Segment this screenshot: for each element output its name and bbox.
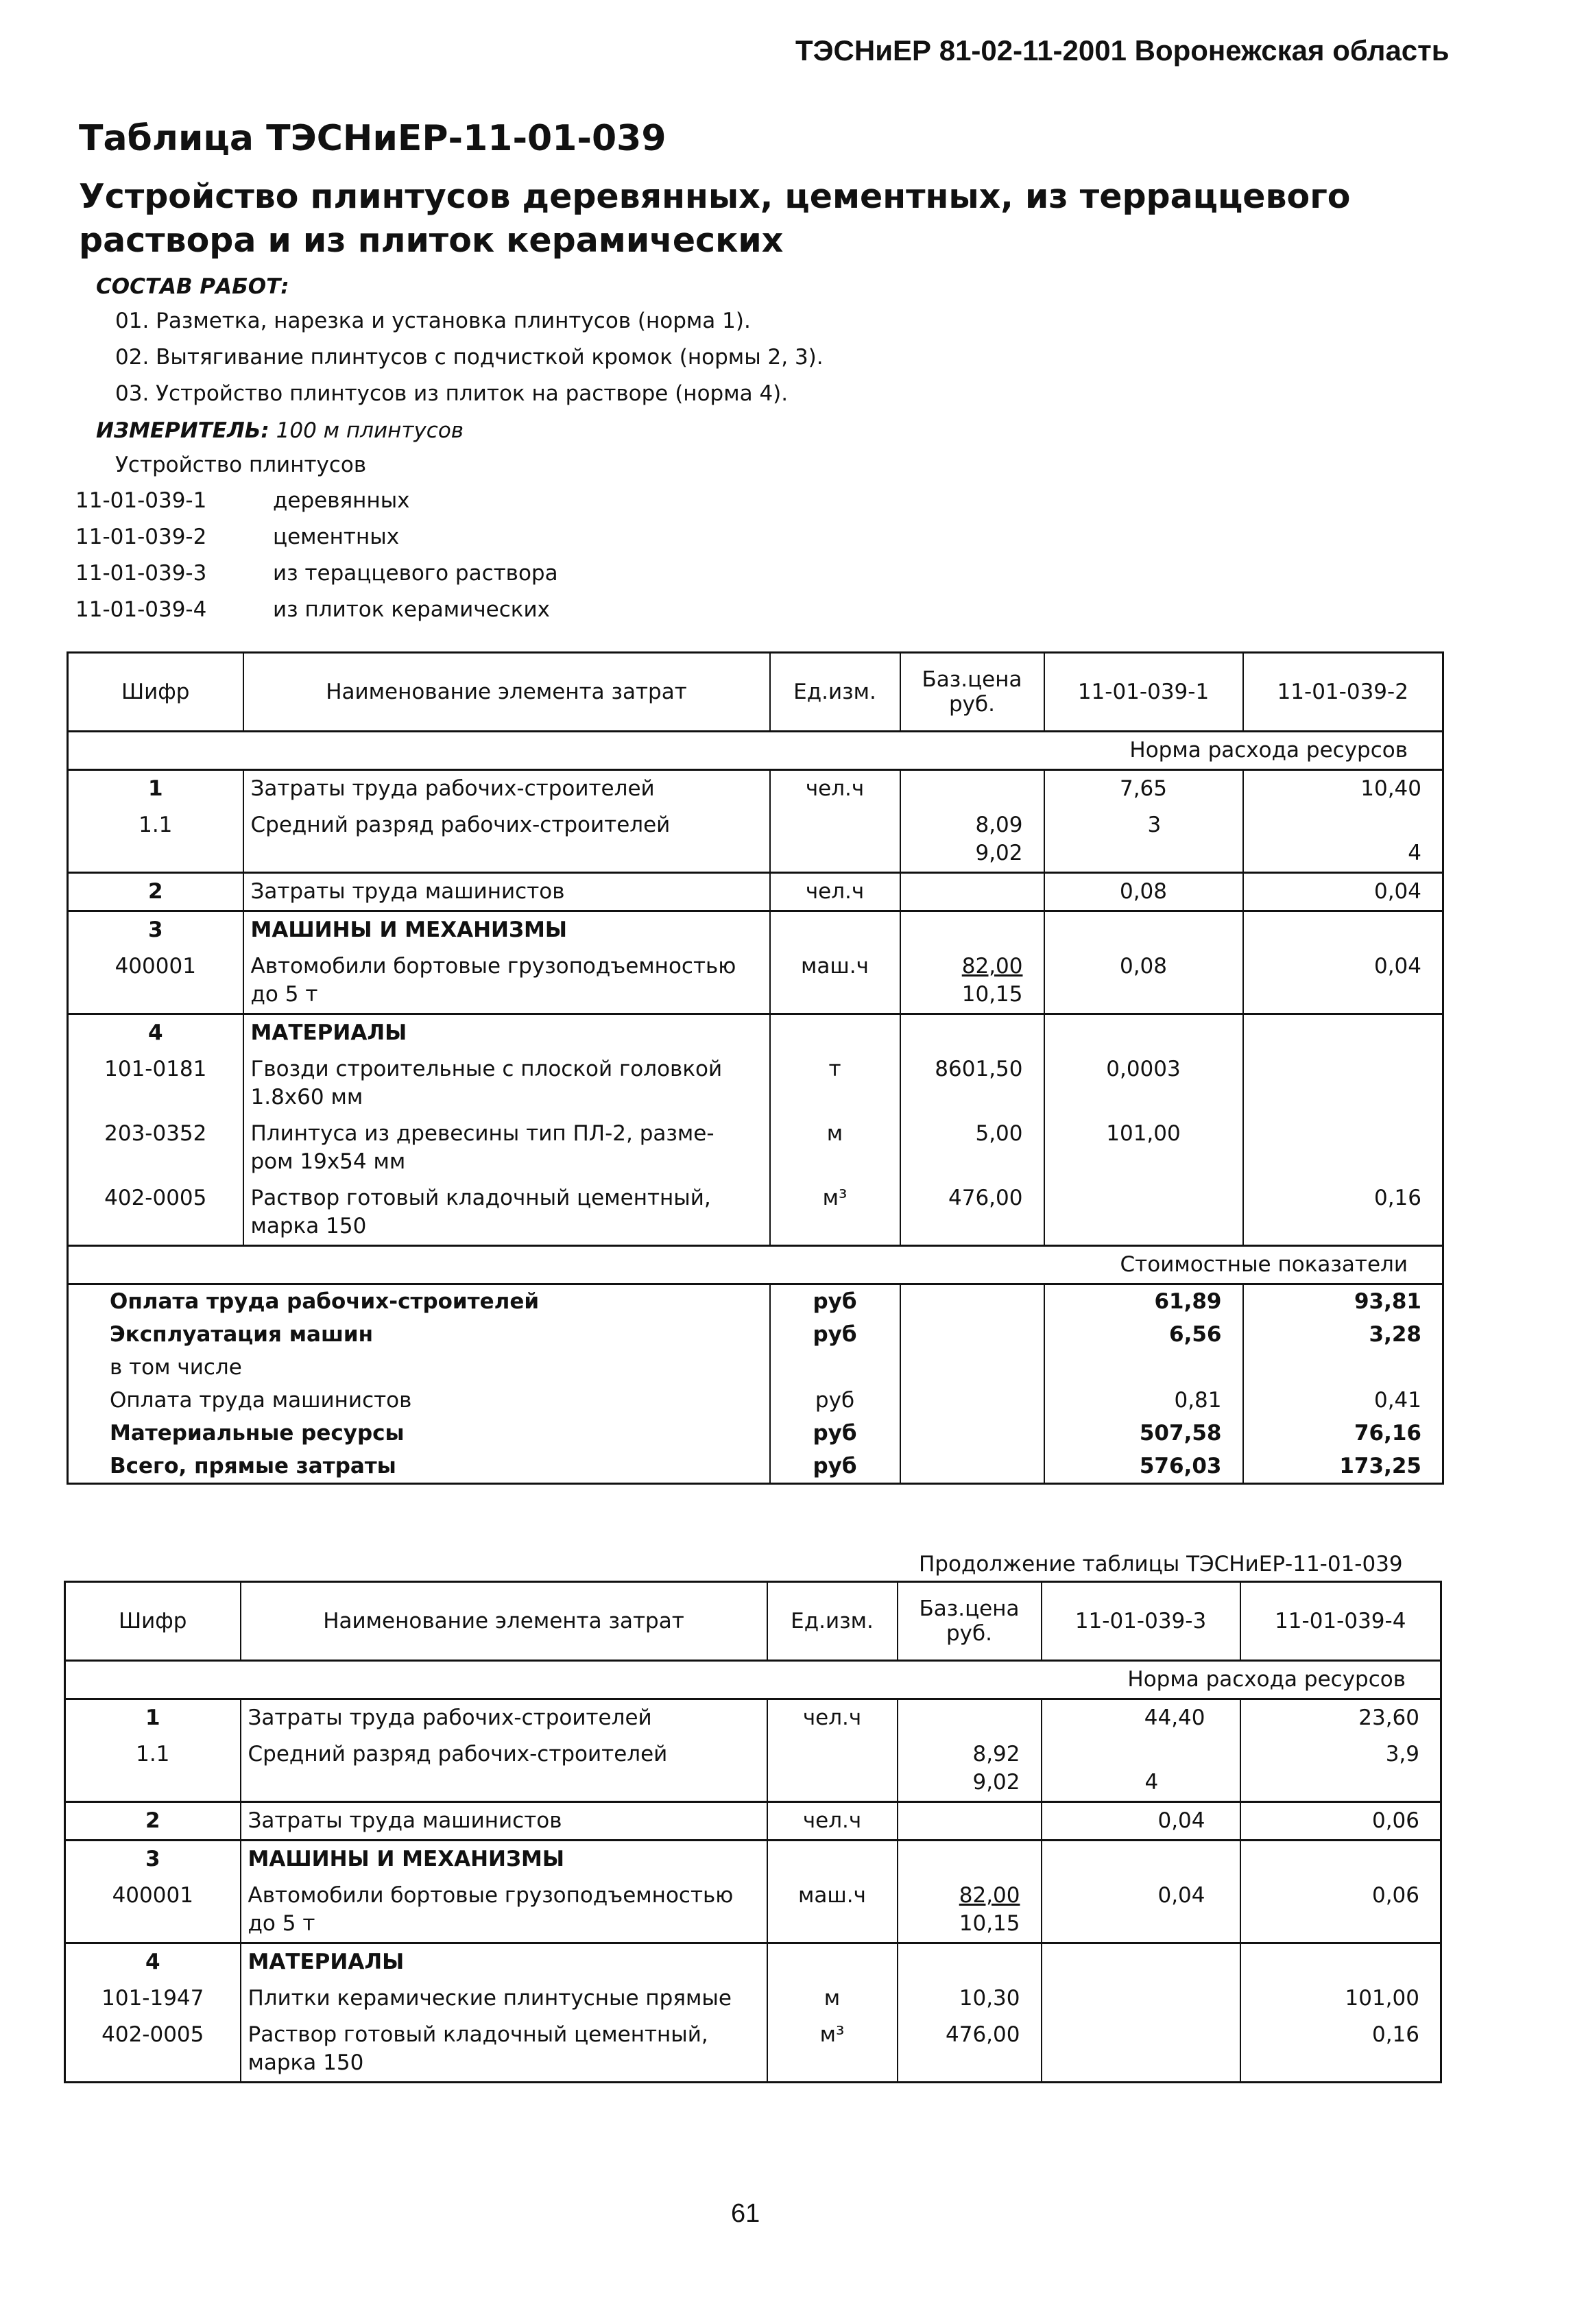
row-price xyxy=(898,1736,1042,1802)
table-subtitle xyxy=(79,175,1350,263)
row-name xyxy=(243,1116,770,1180)
work-item: 01. Разметка, нарезка и установка плинтусов (норма 1). xyxy=(115,309,751,333)
table-row xyxy=(65,1802,1441,1841)
row-value-1: 101,00 xyxy=(1044,1116,1243,1180)
works-label: СОСТАВ РАБОТ: xyxy=(96,274,289,299)
row-value-1-line2: 4 xyxy=(1144,1770,1159,1795)
row-price-line2: 9,02 xyxy=(972,1770,1020,1795)
row-unit: чел.ч xyxy=(770,873,900,911)
row-value-1 xyxy=(1044,807,1243,873)
subtitle-line-2: раствора и из плиток керамических xyxy=(79,221,784,260)
resource-table-2 xyxy=(64,1581,1442,2083)
row-unit: м³ xyxy=(770,1180,900,1246)
row-price xyxy=(900,948,1044,1014)
col-shifr: Шифр xyxy=(121,679,190,704)
col-shifr: Шифр xyxy=(119,1608,187,1633)
row-unit: м xyxy=(767,1980,898,2017)
table-row xyxy=(65,1943,1441,1981)
col-code-2: 11-01-039-4 xyxy=(1240,1582,1441,1661)
col-code-2: 11-01-039-2 xyxy=(1243,653,1443,732)
row-value-2-line1: 3,9 xyxy=(1385,1742,1419,1766)
row-value-2: 0,06 xyxy=(1240,1802,1441,1841)
col-name: Наименование элемента затрат xyxy=(241,1582,767,1661)
table-row xyxy=(68,1014,1443,1052)
col-code-1: 11-01-039-1 xyxy=(1044,653,1243,732)
summary-unit: руб xyxy=(770,1417,900,1450)
row-value-1: 0,0003 xyxy=(1044,1051,1243,1116)
summary-value-1: 507,58 xyxy=(1044,1417,1243,1450)
row-name-line1: Плинтуса из древесины тип ПЛ-2, разме- xyxy=(250,1121,714,1146)
row-name-line2: марка 150 xyxy=(250,1214,367,1238)
row-name xyxy=(243,1051,770,1116)
row-price-line1: 82,00 xyxy=(961,954,1023,979)
row-value-1: 0,04 xyxy=(1042,1802,1240,1841)
row-value-2 xyxy=(1243,1051,1443,1116)
row-code: 1.1 xyxy=(136,1742,170,1766)
row-name xyxy=(241,2017,767,2083)
col-unit: Ед.изм. xyxy=(767,1582,898,1661)
row-value-2-line2: 4 xyxy=(1408,841,1421,865)
row-value-1: 0,08 xyxy=(1044,948,1243,1014)
row-value-1: 7,65 xyxy=(1044,770,1243,808)
row-value-2: 101,00 xyxy=(1240,1980,1441,2017)
col-name: Наименование элемента затрат xyxy=(243,653,770,732)
row-code: 203-0352 xyxy=(104,1121,207,1146)
col-price xyxy=(900,653,1044,732)
code-item: 11-01-039-3 xyxy=(75,561,207,586)
code-name: из тераццевого раствора xyxy=(273,561,558,586)
code-name: цементных xyxy=(273,525,400,549)
row-value-2: 0,04 xyxy=(1243,948,1443,1014)
row-price xyxy=(898,1802,1042,1841)
summary-name: Всего, прямые затраты xyxy=(110,1454,396,1478)
row-value-2: 0,16 xyxy=(1243,1180,1443,1246)
row-name-line1: Гвозди строительные с плоской головкой xyxy=(250,1057,723,1081)
table-row xyxy=(68,1051,1443,1116)
row-code: 4 xyxy=(145,1950,160,1974)
summary-row xyxy=(68,1450,1443,1484)
row-name: Плитки керамические плинтусные прямые xyxy=(241,1980,767,2017)
summary-value-2: 3,28 xyxy=(1243,1318,1443,1351)
table-row xyxy=(68,873,1443,911)
row-unit xyxy=(770,807,900,873)
row-value-1 xyxy=(1042,2017,1240,2083)
row-code: 3 xyxy=(147,918,163,942)
row-value-1 xyxy=(1042,1736,1240,1802)
row-unit: чел.ч xyxy=(770,770,900,808)
subtitle-line-1: Устройство плинтусов деревянных, цементных, из терраццевого xyxy=(79,177,1351,216)
row-value-2 xyxy=(1243,1116,1443,1180)
summary-unit: руб xyxy=(770,1384,900,1417)
row-value-1: 0,08 xyxy=(1044,873,1243,911)
col-price-line2: руб. xyxy=(949,692,995,717)
table-header-row xyxy=(68,653,1443,732)
table-header-row xyxy=(65,1582,1441,1661)
table-row xyxy=(65,1841,1441,1878)
row-price xyxy=(900,807,1044,873)
row-code: 402-0005 xyxy=(101,2022,204,2047)
table-row xyxy=(68,1180,1443,1246)
summary-value-1: 0,81 xyxy=(1044,1384,1243,1417)
row-name: Затраты труда рабочих-строителей xyxy=(241,1699,767,1737)
row-name-line1: Автомобили бортовые грузоподъемностью xyxy=(250,954,736,979)
row-name-line2: ром 19х54 мм xyxy=(250,1149,406,1174)
row-price: 10,30 xyxy=(898,1980,1042,2017)
table-row xyxy=(65,1980,1441,2017)
table-row xyxy=(68,948,1443,1014)
code-name: из плиток керамических xyxy=(273,597,550,622)
row-name: Затраты труда машинистов xyxy=(243,873,770,911)
row-value-2 xyxy=(1240,1736,1441,1802)
row-unit: чел.ч xyxy=(767,1802,898,1841)
row-value-1: 0,04 xyxy=(1042,1878,1240,1943)
row-code: 4 xyxy=(147,1020,163,1045)
summary-value-1: 61,89 xyxy=(1044,1284,1243,1319)
row-code: 400001 xyxy=(112,1883,193,1908)
row-name: МАШИНЫ И МЕХАНИЗМЫ xyxy=(241,1841,767,1878)
row-price xyxy=(898,1878,1042,1943)
group-title: Устройство плинтусов xyxy=(115,453,367,477)
norma-label: Норма расхода ресурсов xyxy=(1129,738,1408,763)
row-name-line1: Автомобили бортовые грузоподъемностью xyxy=(248,1883,734,1908)
col-price-line2: руб. xyxy=(946,1621,992,1646)
row-value-2: 0,16 xyxy=(1240,2017,1441,2083)
row-price: 476,00 xyxy=(898,2017,1042,2083)
row-name: Средний разряд рабочих-строителей xyxy=(241,1736,767,1802)
row-unit: м³ xyxy=(767,2017,898,2083)
row-code: 1 xyxy=(145,1705,160,1730)
meter-line xyxy=(96,418,464,443)
summary-row xyxy=(68,1284,1443,1319)
col-price-line1: Баз.цена xyxy=(922,667,1022,692)
row-name xyxy=(243,1180,770,1246)
row-unit xyxy=(767,1736,898,1802)
summary-unit: руб xyxy=(770,1450,900,1484)
summary-name: в том числе xyxy=(110,1355,242,1380)
code-item: 11-01-039-4 xyxy=(75,597,207,622)
row-name-line2: 1.8х60 мм xyxy=(250,1085,363,1110)
page-number: 61 xyxy=(731,2199,760,2228)
row-name-line2: марка 150 xyxy=(248,2050,364,2075)
meter-label: ИЗМЕРИТЕЛЬ: xyxy=(96,418,269,443)
table-row xyxy=(65,1699,1441,1737)
row-name-line1: Раствор готовый кладочный цементный, xyxy=(250,1186,711,1210)
document-header: ТЭСНиЕР 81-02-11-2001 Воронежская область xyxy=(795,34,1450,67)
row-name xyxy=(241,1878,767,1943)
row-code: 402-0005 xyxy=(104,1186,207,1210)
summary-row xyxy=(68,1351,1443,1384)
norma-label: Норма расхода ресурсов xyxy=(1127,1667,1406,1692)
summary-name: Оплата труда машинистов xyxy=(110,1388,412,1413)
row-code: 2 xyxy=(147,879,163,904)
work-item: 03. Устройство плинтусов из плиток на растворе (норма 4). xyxy=(115,381,789,406)
row-unit: чел.ч xyxy=(767,1699,898,1737)
table-row xyxy=(68,911,1443,949)
row-value-1 xyxy=(1044,1180,1243,1246)
continuation-label: Продолжение таблицы ТЭСНиЕР-11-01-039 xyxy=(919,1552,1403,1577)
row-value-2: 0,06 xyxy=(1240,1878,1441,1943)
summary-row xyxy=(68,1417,1443,1450)
row-name: МАТЕРИАЛЫ xyxy=(243,1014,770,1052)
row-name: Средний разряд рабочих-строителей xyxy=(243,807,770,873)
norma-row xyxy=(65,1661,1441,1699)
col-unit: Ед.изм. xyxy=(770,653,900,732)
row-price-line2: 9,02 xyxy=(975,841,1023,865)
row-price-line1: 8,92 xyxy=(972,1742,1020,1766)
table-row xyxy=(68,770,1443,808)
norma-row xyxy=(68,732,1443,770)
row-code: 101-1947 xyxy=(101,1986,204,2011)
summary-name: Оплата труда рабочих-строителей xyxy=(110,1289,540,1314)
row-unit: м xyxy=(770,1116,900,1180)
summary-value-2: 0,41 xyxy=(1243,1384,1443,1417)
row-name-line2: до 5 т xyxy=(248,1911,315,1936)
row-price-line1: 8,09 xyxy=(975,813,1023,837)
row-price xyxy=(900,770,1044,808)
row-price-line2: 10,15 xyxy=(959,1911,1020,1936)
row-unit: т xyxy=(770,1051,900,1116)
summary-value-2: 76,16 xyxy=(1243,1417,1443,1450)
row-unit: маш.ч xyxy=(767,1878,898,1943)
row-name-line1: Раствор готовый кладочный цементный, xyxy=(248,2022,708,2047)
row-name: МАТЕРИАЛЫ xyxy=(241,1943,767,1981)
row-code: 1.1 xyxy=(139,813,173,837)
row-value-1: 44,40 xyxy=(1042,1699,1240,1737)
code-name: деревянных xyxy=(273,488,410,513)
row-price-line2: 10,15 xyxy=(961,982,1023,1007)
code-item: 11-01-039-2 xyxy=(75,525,207,549)
row-price xyxy=(898,1699,1042,1737)
row-price: 476,00 xyxy=(900,1180,1044,1246)
row-name: Затраты труда машинистов xyxy=(241,1802,767,1841)
row-name-line2: до 5 т xyxy=(250,982,318,1007)
table-title: Таблица ТЭСНиЕР-11-01-039 xyxy=(79,118,666,159)
row-code: 2 xyxy=(145,1808,160,1833)
table-row xyxy=(68,807,1443,873)
col-price-line1: Баз.цена xyxy=(919,1596,1020,1621)
row-code: 400001 xyxy=(115,954,196,979)
row-value-2: 0,04 xyxy=(1243,873,1443,911)
row-value-2: 10,40 xyxy=(1243,770,1443,808)
row-price: 5,00 xyxy=(900,1116,1044,1180)
col-price xyxy=(898,1582,1042,1661)
code-item: 11-01-039-1 xyxy=(75,488,207,513)
summary-unit: руб xyxy=(770,1318,900,1351)
row-price-line1: 82,00 xyxy=(959,1883,1020,1908)
row-code: 3 xyxy=(145,1847,160,1871)
row-value-1-line1: 3 xyxy=(1147,813,1162,837)
row-unit: маш.ч xyxy=(770,948,900,1014)
row-price: 8601,50 xyxy=(900,1051,1044,1116)
summary-row xyxy=(68,1384,1443,1417)
cost-header-row xyxy=(68,1246,1443,1284)
row-value-2: 23,60 xyxy=(1240,1699,1441,1737)
summary-unit: руб xyxy=(770,1284,900,1319)
col-code-1: 11-01-039-3 xyxy=(1042,1582,1240,1661)
work-item: 02. Вытягивание плинтусов с подчисткой кромок (нормы 2, 3). xyxy=(115,345,824,370)
meter-value: 100 м плинтусов xyxy=(276,418,464,443)
summary-value-1: 6,56 xyxy=(1044,1318,1243,1351)
summary-name: Материальные ресурсы xyxy=(110,1421,405,1446)
table-row xyxy=(65,1878,1441,1943)
resource-table-1 xyxy=(67,651,1444,1485)
row-code: 1 xyxy=(147,776,163,801)
row-name: Затраты труда рабочих-строителей xyxy=(243,770,770,808)
table-row xyxy=(65,1736,1441,1802)
summary-value-1: 576,03 xyxy=(1044,1450,1243,1484)
table-row xyxy=(68,1116,1443,1180)
row-code: 101-0181 xyxy=(104,1057,207,1081)
summary-name: Эксплуатация машин xyxy=(110,1322,374,1347)
summary-value-2: 173,25 xyxy=(1243,1450,1443,1484)
row-name xyxy=(243,948,770,1014)
row-price xyxy=(900,873,1044,911)
cost-label: Стоимостные показатели xyxy=(1120,1252,1408,1277)
row-value-2 xyxy=(1243,807,1443,873)
summary-row xyxy=(68,1318,1443,1351)
table-row xyxy=(65,2017,1441,2083)
row-value-1 xyxy=(1042,1980,1240,2017)
summary-value-2: 93,81 xyxy=(1243,1284,1443,1319)
row-name: МАШИНЫ И МЕХАНИЗМЫ xyxy=(243,911,770,949)
